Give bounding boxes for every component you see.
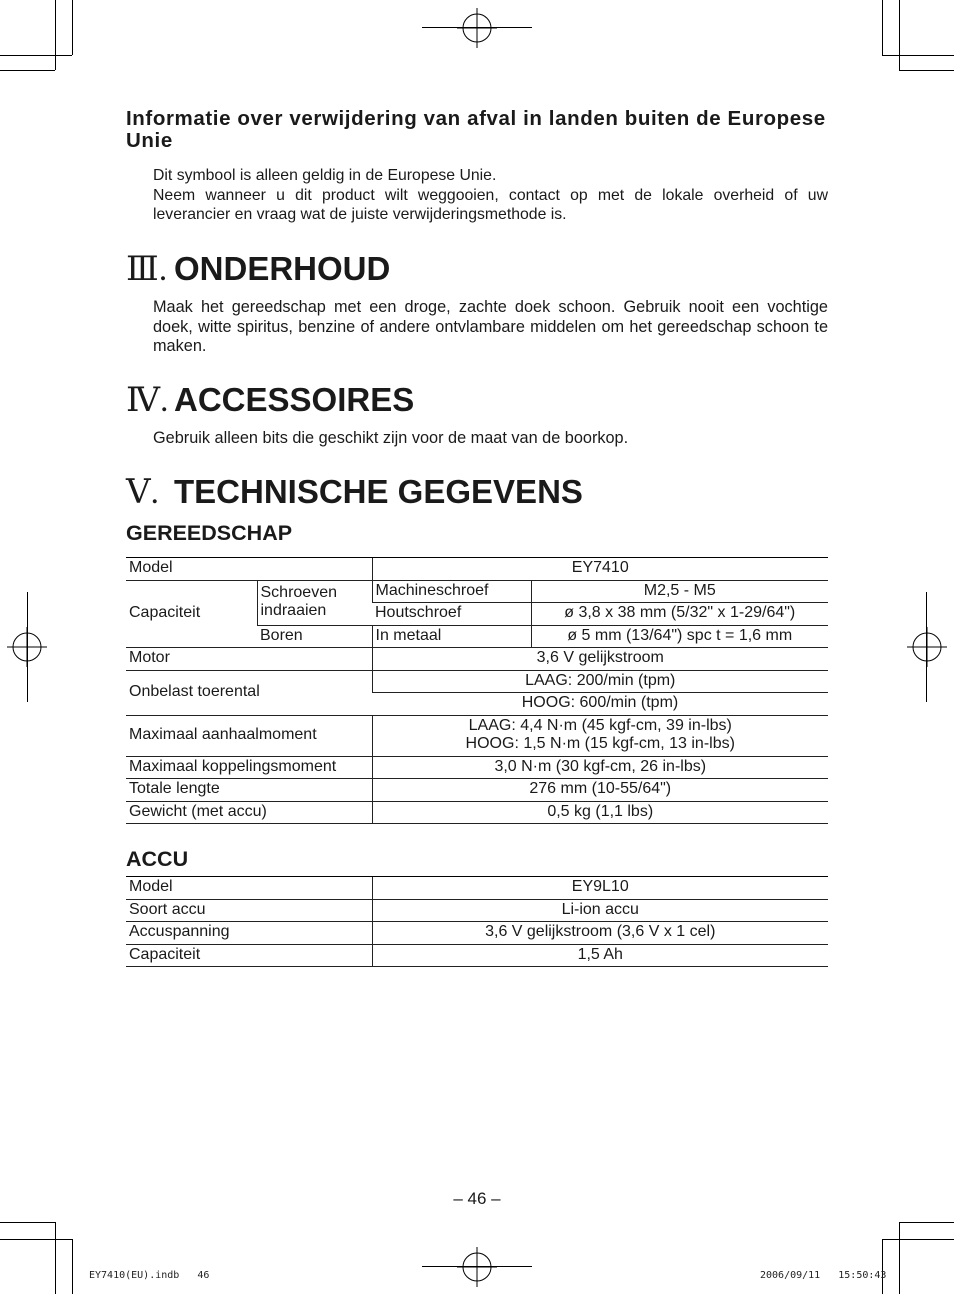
table-row xyxy=(126,580,828,603)
crop-mark xyxy=(882,1239,883,1294)
specs-title: TECHNISCHE GEGEVENS xyxy=(174,473,583,510)
speed-high: HOOG: 600/min (tpm) xyxy=(372,693,828,716)
maintenance-title: ONDERHOUD xyxy=(174,250,391,287)
wood-screw-label: Houtschroef xyxy=(372,603,531,626)
capacity-label: Capaciteit xyxy=(126,580,257,648)
model-value: EY7410 xyxy=(372,558,828,581)
length-label: Totale lengte xyxy=(126,779,372,802)
maintenance-text: Maak het gereedschap met een droge, zachte doek schoon. Gebruik nooit een vochtige doek, witte spiritus, benzine of andere ontvlambare middelen om het gereedschap schoon te maken. xyxy=(153,298,828,355)
length-value: 276 mm (10-55/64") xyxy=(372,779,828,802)
crop-mark xyxy=(882,55,954,56)
torque-label: Maximaal aanhaalmoment xyxy=(126,715,372,756)
torque-value xyxy=(372,715,828,756)
crop-mark xyxy=(0,1239,72,1240)
speed-label: Onbelast toerental xyxy=(126,670,372,715)
table-row xyxy=(126,944,828,967)
drill-label: Boren xyxy=(257,625,372,648)
weight-label: Gewicht (met accu) xyxy=(126,801,372,824)
table-row xyxy=(126,670,828,693)
crop-mark xyxy=(882,1239,954,1240)
battery-heading: ACCU xyxy=(126,847,189,871)
crop-mark xyxy=(899,0,900,70)
wood-screw-value: ø 3,8 x 38 mm (5/32" x 1-29/64") xyxy=(531,603,828,626)
crop-mark xyxy=(899,1222,954,1223)
battery-label: Accuspanning xyxy=(126,922,372,945)
crop-mark xyxy=(72,0,73,55)
metal-value: ø 5 mm (13/64") spc t = 1,6 mm xyxy=(531,625,828,648)
waste-info-line1: Dit symbool is alleen geldig in de Europese Unie. xyxy=(153,167,497,184)
registration-mark-right xyxy=(907,627,947,667)
registration-mark-bottom xyxy=(457,1247,497,1287)
battery-spec-table xyxy=(126,876,828,967)
battery-value: 3,6 V gelijkstroom (3,6 V x 1 cel) xyxy=(372,922,828,945)
specs-heading xyxy=(126,474,583,511)
table-row xyxy=(126,877,828,900)
torque-high: HOOG: 1,5 N·m (15 kgf-cm, 13 in-lbs) xyxy=(465,735,735,752)
crop-mark xyxy=(0,55,72,56)
clutch-value: 3,0 N·m (30 kgf-cm, 26 in-lbs) xyxy=(372,756,828,779)
crop-mark xyxy=(899,70,954,71)
model-label: Model xyxy=(126,558,372,581)
table-row xyxy=(126,715,828,756)
battery-value: 1,5 Ah xyxy=(372,944,828,967)
crop-mark xyxy=(0,70,55,71)
crop-mark xyxy=(55,1222,56,1294)
speed-low: LAAG: 200/min (tpm) xyxy=(372,670,828,693)
metal-label: In metaal xyxy=(372,625,531,648)
crop-mark xyxy=(55,0,56,70)
waste-info-heading: Informatie over verwijdering van afval in landen buiten de Europese Unie xyxy=(126,107,826,152)
table-row xyxy=(126,779,828,802)
registration-mark-top xyxy=(457,8,497,48)
torque-low: LAAG: 4,4 N·m (45 kgf-cm, 39 in-lbs) xyxy=(468,716,732,734)
maintenance-numeral: Ⅲ. xyxy=(126,251,168,288)
battery-label: Soort accu xyxy=(126,899,372,922)
accessories-title: ACCESSOIRES xyxy=(174,381,415,418)
table-row xyxy=(126,899,828,922)
waste-info-section xyxy=(126,108,828,225)
battery-label: Model xyxy=(126,877,372,900)
specs-numeral: Ⅴ. xyxy=(126,474,160,511)
crop-mark xyxy=(422,27,532,28)
accessories-numeral: Ⅳ. xyxy=(126,382,169,419)
machine-screw-label: Machineschroef xyxy=(372,580,531,603)
accessories-heading xyxy=(126,382,414,419)
screw-label: Schroeven indraaien xyxy=(257,580,372,625)
footer-timestamp: 2006/09/11 15:50:43 xyxy=(760,1270,887,1281)
machine-screw-value: M2,5 - M5 xyxy=(531,580,828,603)
table-row xyxy=(126,756,828,779)
crop-mark xyxy=(926,592,927,702)
battery-value: EY9L10 xyxy=(372,877,828,900)
battery-value: Li-ion accu xyxy=(372,899,828,922)
crop-mark xyxy=(72,1239,73,1294)
table-row xyxy=(126,922,828,945)
maintenance-heading xyxy=(126,251,390,288)
crop-mark xyxy=(899,1222,900,1294)
tool-heading: GEREEDSCHAP xyxy=(126,521,293,545)
tool-spec-table xyxy=(126,557,828,824)
page-number: – 46 – xyxy=(453,1189,501,1208)
motor-value: 3,6 V gelijkstroom xyxy=(372,648,828,671)
table-row xyxy=(126,648,828,671)
crop-mark xyxy=(0,1222,55,1223)
crop-mark xyxy=(882,0,883,55)
table-row xyxy=(126,558,828,581)
crop-mark xyxy=(422,1266,532,1267)
crop-mark xyxy=(27,592,28,702)
accessories-text: Gebruik alleen bits die geschikt zijn voor de maat van de boorkop. xyxy=(153,429,629,447)
table-row xyxy=(126,801,828,824)
footer-file: EY7410(EU).indb 46 xyxy=(89,1270,210,1281)
clutch-label: Maximaal koppelingsmoment xyxy=(126,756,372,779)
battery-label: Capaciteit xyxy=(126,944,372,967)
motor-label: Motor xyxy=(126,648,372,671)
weight-value: 0,5 kg (1,1 lbs) xyxy=(372,801,828,824)
waste-info-text xyxy=(153,166,828,225)
waste-info-line2: Neem wanneer u dit product wilt weggooien, contact op met de lokale overheid of uw leverancier en vraag wat de juiste verwijderingsmethode is. xyxy=(153,186,828,223)
